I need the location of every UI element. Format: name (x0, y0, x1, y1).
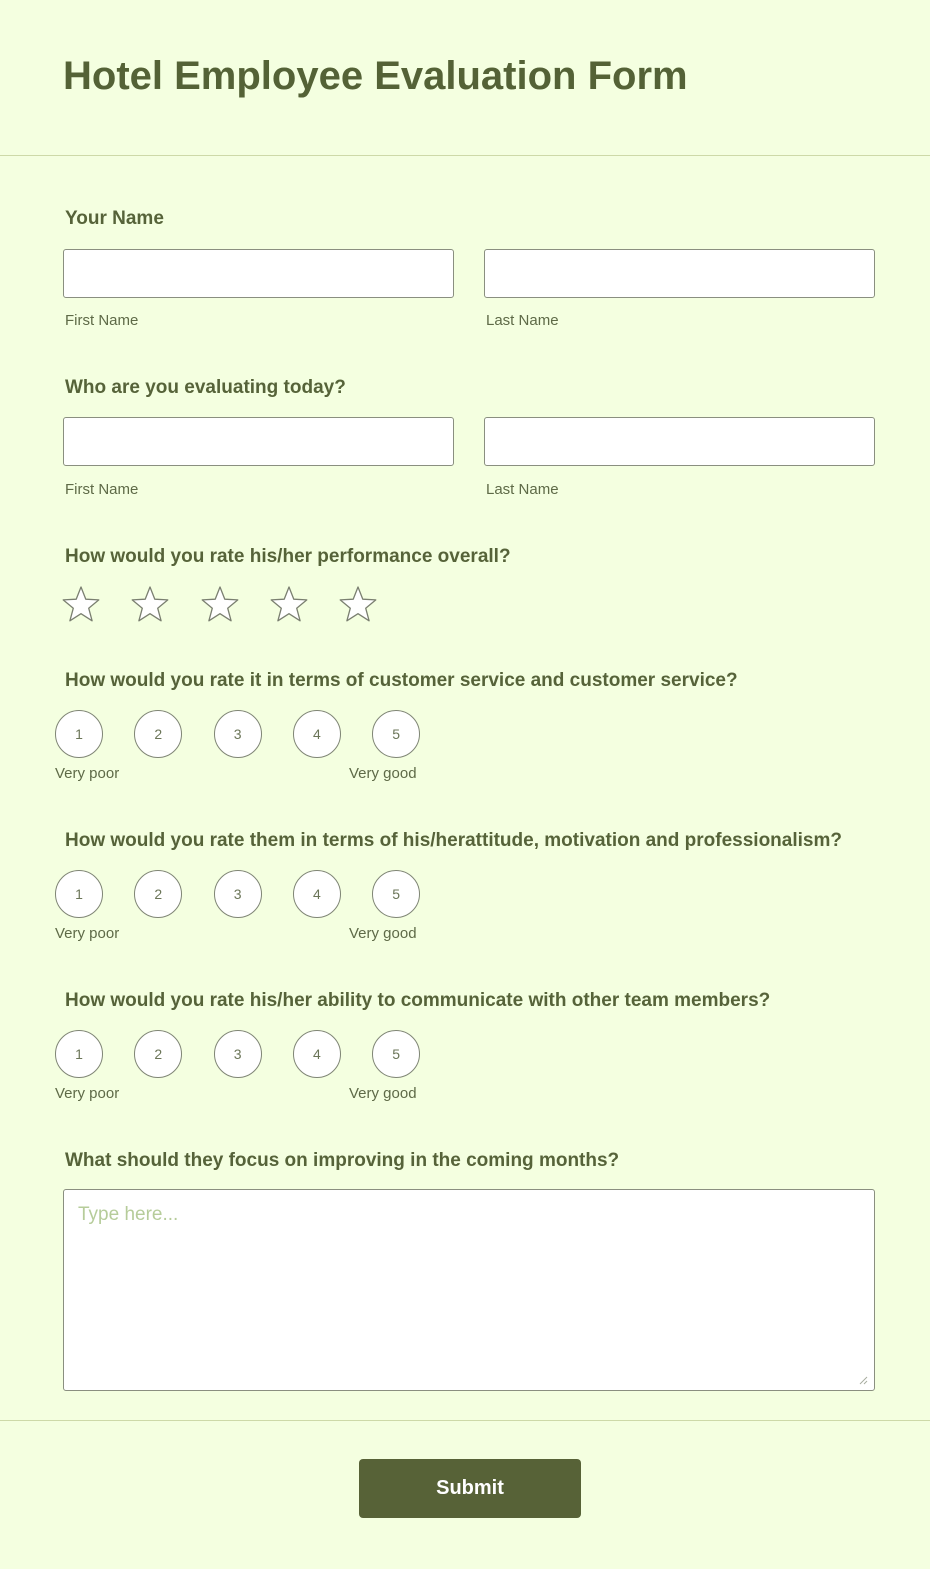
evaluatee-first-name-input[interactable] (63, 417, 454, 466)
communication-option-2[interactable]: 2 (134, 1030, 182, 1078)
communication-low-label: Very poor (55, 1085, 120, 1102)
improvement-label: What should they focus on improving in the coming months? (65, 1150, 620, 1171)
your-first-name-sublabel: First Name (65, 312, 139, 329)
attitude-option-3[interactable]: 3 (214, 870, 262, 918)
attitude-option-5[interactable]: 5 (372, 870, 420, 918)
customer-service-high-label: Very good (349, 765, 417, 782)
communication-option-1[interactable]: 1 (55, 1030, 103, 1078)
customer-service-low-label: Very poor (55, 765, 120, 782)
communication-label: How would you rate his/her ability to communicate with other team members? (65, 990, 771, 1011)
overall-rating-label: How would you rate his/her performance overall? (65, 546, 511, 567)
customer-service-option-5[interactable]: 5 (372, 710, 420, 758)
evaluatee-last-name-input[interactable] (484, 417, 875, 466)
star-outline-icon[interactable] (338, 585, 378, 625)
star-outline-icon[interactable] (269, 585, 309, 625)
attitude-high-label: Very good (349, 925, 417, 942)
your-last-name-sublabel: Last Name (486, 312, 559, 329)
page-title: Hotel Employee Evaluation Form (63, 54, 688, 98)
star-outline-icon[interactable] (130, 585, 170, 625)
improvement-textarea[interactable] (63, 1189, 875, 1391)
attitude-option-1[interactable]: 1 (55, 870, 103, 918)
evaluatee-first-name-sublabel: First Name (65, 481, 139, 498)
attitude-option-2[interactable]: 2 (134, 870, 182, 918)
star-outline-icon[interactable] (200, 585, 240, 625)
attitude-low-label: Very poor (55, 925, 120, 942)
communication-option-3[interactable]: 3 (214, 1030, 262, 1078)
evaluating-label: Who are you evaluating today? (65, 377, 346, 398)
your-first-name-input[interactable] (63, 249, 454, 298)
your-last-name-input[interactable] (484, 249, 875, 298)
attitude-label: How would you rate them in terms of his/herattitude, motivation and professionalism? (65, 830, 842, 851)
customer-service-option-3[interactable]: 3 (214, 710, 262, 758)
your-name-label: Your Name (65, 208, 164, 229)
communication-option-4[interactable]: 4 (293, 1030, 341, 1078)
customer-service-option-4[interactable]: 4 (293, 710, 341, 758)
footer-divider (0, 1420, 930, 1421)
communication-high-label: Very good (349, 1085, 417, 1102)
communication-option-5[interactable]: 5 (372, 1030, 420, 1078)
form-header (0, 0, 930, 156)
resize-grip-icon[interactable] (858, 1375, 868, 1385)
customer-service-option-1[interactable]: 1 (55, 710, 103, 758)
star-outline-icon[interactable] (61, 585, 101, 625)
attitude-option-4[interactable]: 4 (293, 870, 341, 918)
evaluatee-last-name-sublabel: Last Name (486, 481, 559, 498)
submit-button[interactable]: Submit (359, 1459, 581, 1518)
customer-service-label: How would you rate it in terms of customer service and customer service? (65, 670, 738, 691)
customer-service-option-2[interactable]: 2 (134, 710, 182, 758)
